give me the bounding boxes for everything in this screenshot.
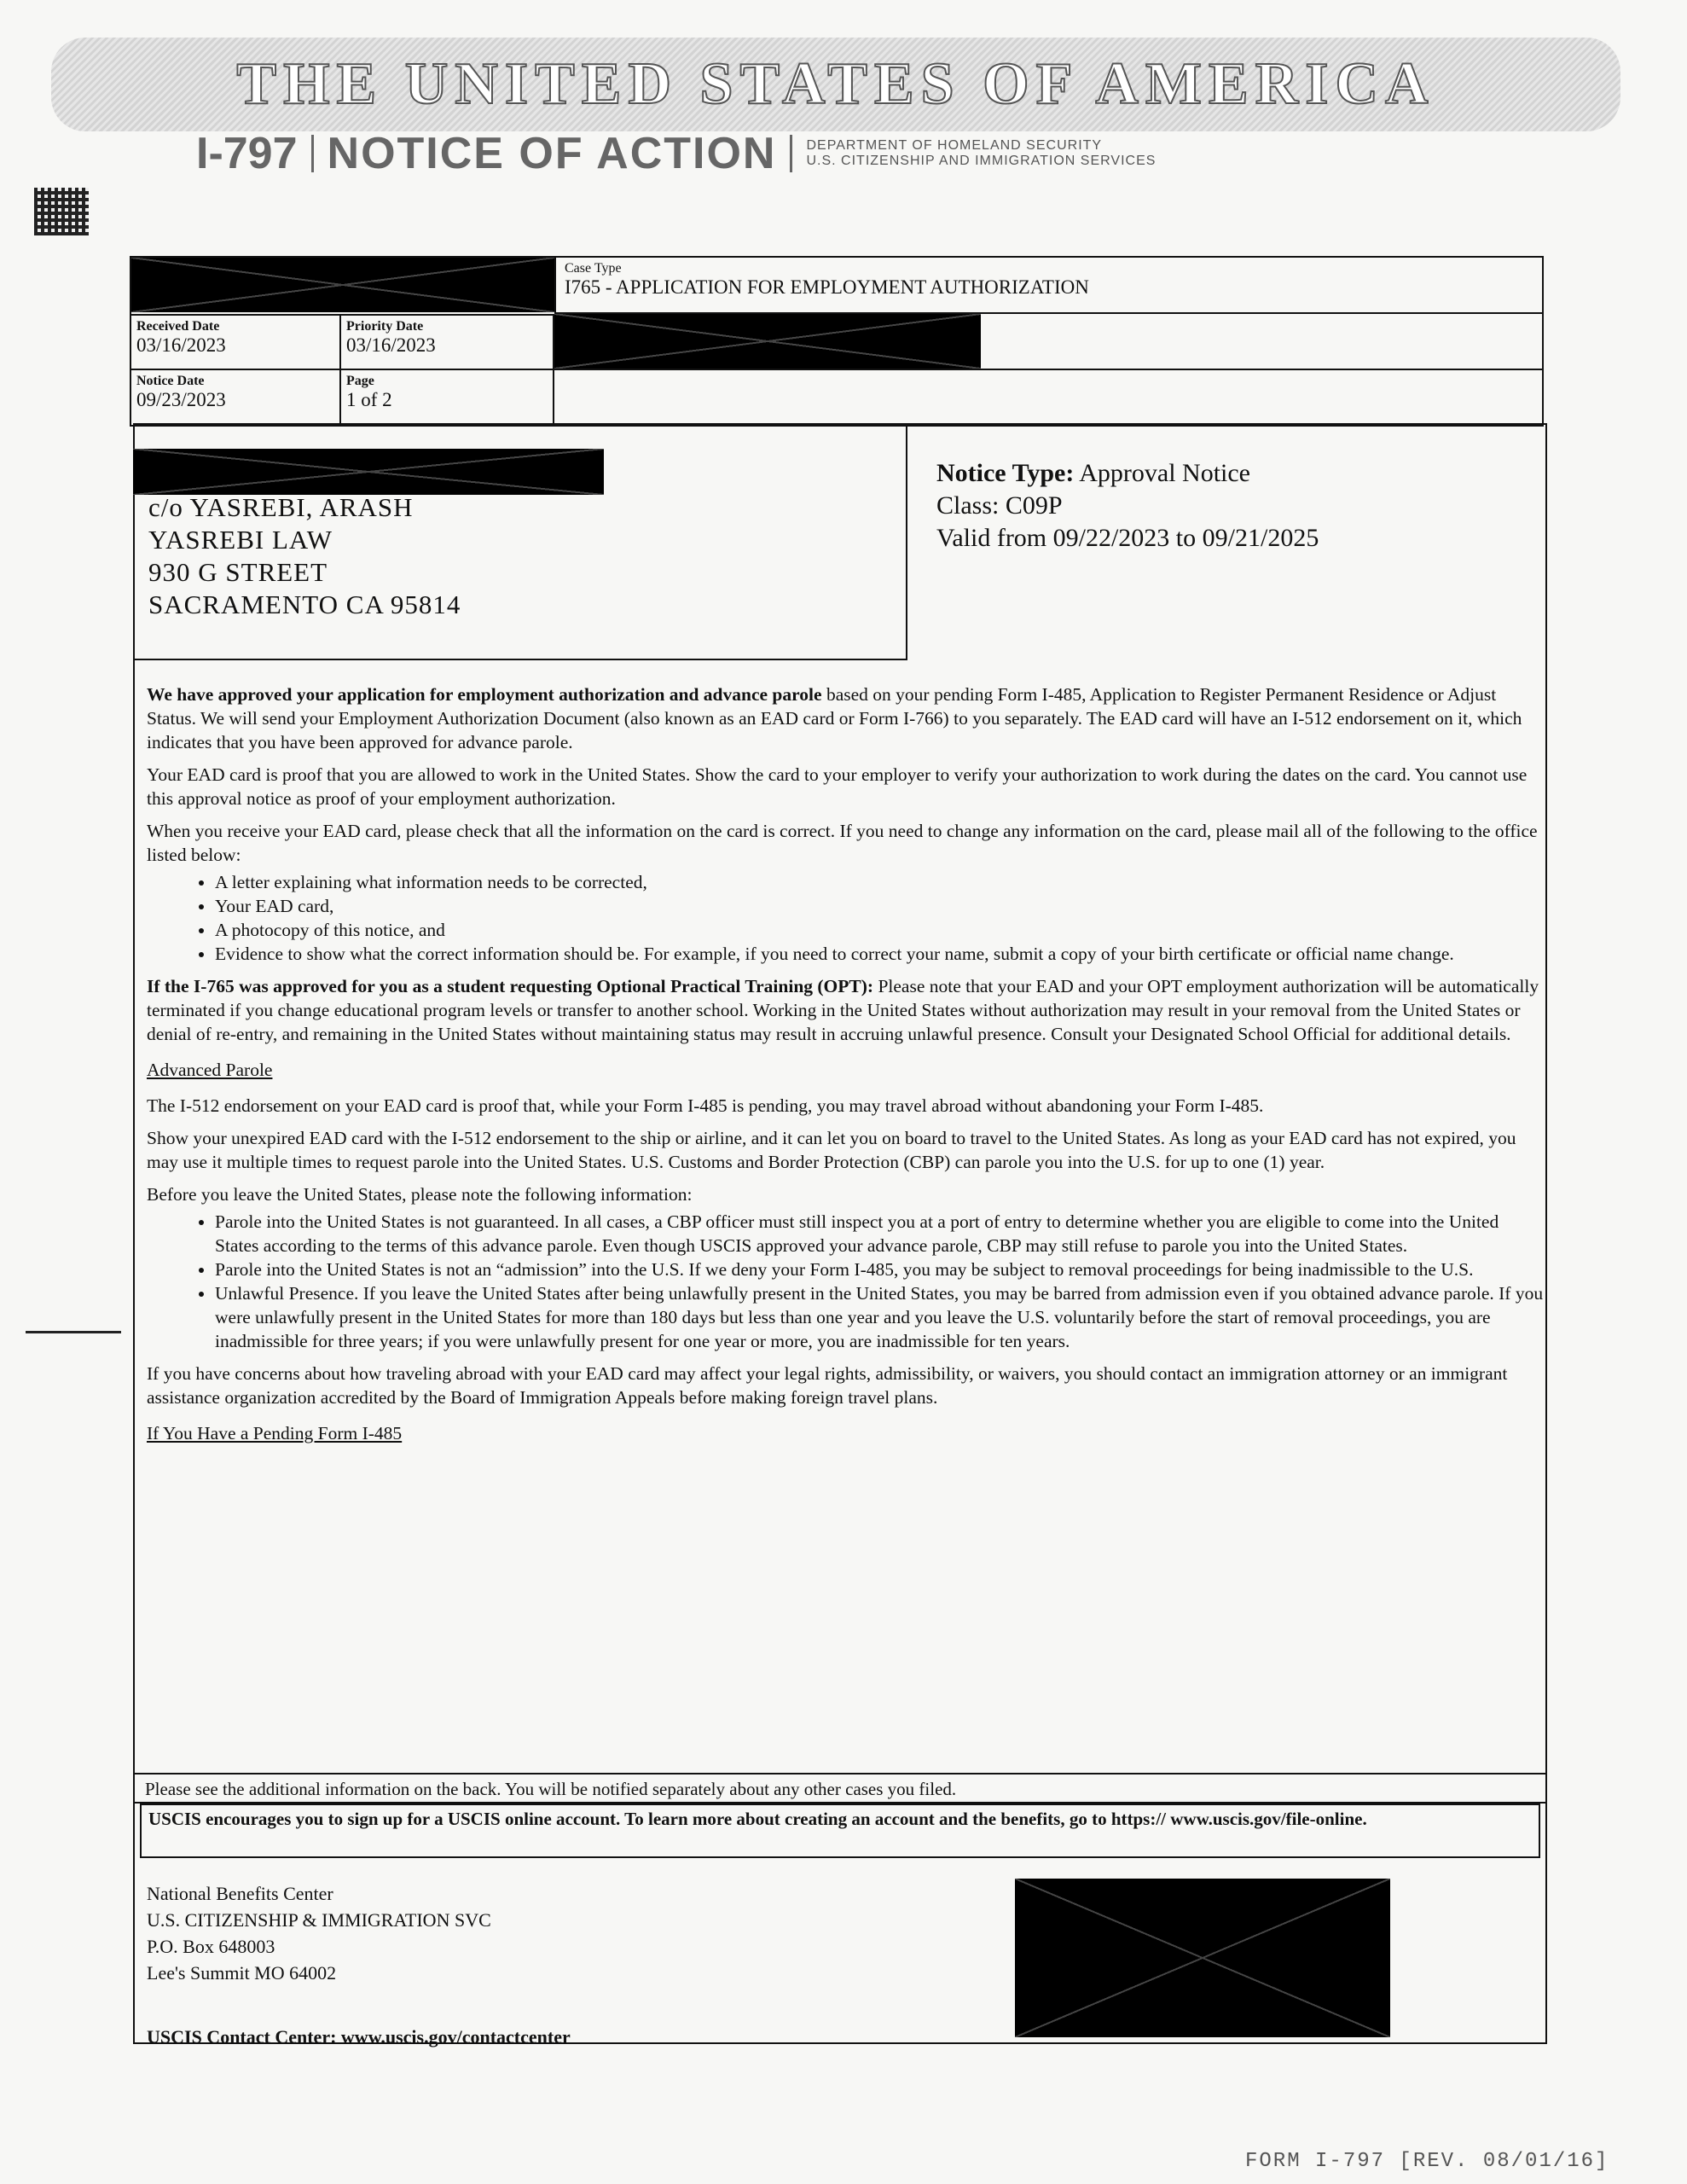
received-date-cell [131,314,341,369]
paragraph-before-leave: Before you leave the United States, please note the following information: [147,1184,693,1205]
banner [51,38,1620,131]
notice-date-cell [131,369,341,427]
address-line-2: YASREBI LAW [148,525,333,555]
case-type-value: I765 - APPLICATION FOR EMPLOYMENT AUTHORIZATION [565,276,1089,298]
page-cell [341,369,554,427]
paragraph-opt [147,974,1545,1046]
address-block [133,423,907,660]
contact-center: USCIS Contact Center: www.uscis.gov/contactcenter [147,2026,571,2048]
redaction-box [1015,1879,1390,2037]
notice-type [936,457,1533,490]
case-type-label: Case Type [565,261,622,276]
notice-date-value: 09/23/2023 [136,389,226,410]
notice-date-label: Notice Date [136,374,205,388]
case-info-table [130,256,1544,427]
notice-header [196,128,1156,179]
mailing-address [148,491,461,621]
department [806,138,1156,169]
office-line-1: National Benefits Center [147,1883,333,1904]
banner-title: THE UNITED STATES OF AMERICA [236,51,1435,117]
paragraph-approval [147,682,1545,754]
list-item: • Unlawful Presence. If you leave the United States after being unlawfully present in the United States, you may be barred from admission even if you obtained advance parole. If you were unlawfully present in the United States for more than 180 days but less than one year and you leave the U.S. voluntarily before the start of removal proceedings, you are inadmissible for three years; if you were unlawfully present for one year or more, you are inadmissible for ten years. [215,1281,1545,1353]
case-type-cell [554,258,1544,314]
paragraph-i512: The I-512 endorsement on your EAD card is proof that, while your Form I-485 is pending, you may travel abroad without abandoning your Form I-485. [147,1095,1264,1116]
qr-code-icon [34,188,89,235]
priority-date-cell [341,314,554,369]
office-line-2: U.S. CITIZENSHIP & IMMIGRATION SVC [147,1909,491,1931]
online-account-row: USCIS encourages you to sign up for a USCIS online account. To learn more about creating an account and the benefits, go to https:// www.uscis.gov/file-online. [140,1804,1540,1858]
list-item: • Your EAD card, [215,894,1545,918]
divider [311,135,314,172]
opt-rest: Please note that your EAD and your OPT employment authorization will be automatically terminated if you change educational program levels or transfer to another school. Working in the United States without authorization may result in your removal from the United States or denial of re-entry, and remaining in the United States without maintaining status may result in accruing unlawful presence. Consult your Designated School Official for additional details. [147,976,1539,1044]
page-label: Page [346,374,374,388]
notice-type-value: Approval Notice [1079,459,1250,487]
received-date-label: Received Date [136,319,220,334]
department-line-2: U.S. CITIZENSHIP AND IMMIGRATION SERVICES [806,154,1157,168]
department-line-1: DEPARTMENT OF HOMELAND SECURITY [806,138,1103,153]
form-revision: FORM I-797 [REV. 08/01/16] [1245,2150,1609,2173]
redaction-box [554,314,981,369]
paragraph-concerns: If you have concerns about how traveling abroad with your EAD card may affect your legal rights, admissibility, or waivers, you should contact an immigration attorney or an immigrant assistance organization accredited by the Board of Immigration Appeals before making foreign travel plans. [147,1363,1508,1408]
redaction-box [133,449,604,495]
redaction-box [131,258,554,312]
list-item: • A photocopy of this notice, and [215,918,1545,942]
paragraph-unexpired-ead: Show your unexpired EAD card with the I-512 endorsement to the ship or airline, and it can let you on board to travel to the United States. As long as your EAD card has not expired, you may use it multiple times to request parole into the United States. U.S. Customs and Border Protection (CBP) can parole you into the U.S. for up to one (1) year. [147,1128,1516,1172]
paragraph-check-card: When you receive your EAD card, please check that all the information on the card is correct. If you need to change any information on the card, please mail all of the following to the office listed below: [147,821,1538,865]
list-item: • Parole into the United States is not guaranteed. In all cases, a CBP officer must still inspect you at a port of entry to determine whether you are eligible to come into the United States according to the terms of this advance parole. Even though USCIS approved your advance parole, CBP may still refuse to parole you into the United States. [215,1210,1545,1258]
notice-type-block [936,457,1533,555]
approval-rest: based on your pending Form I-485, Application to Register Permanent Residence or Adjust Status. We will send your Employment Authorization Document (also known as an EAD card or Form I-766) to you separately. The EAD card will have an I-512 endorsement on it, which indicates that you have been approved for advance parole. [147,684,1522,752]
office-address [147,1880,829,1986]
notice-body [147,682,1545,1454]
additional-info-row: Please see the additional information on the back. You will be notified separately about any other cases you filed. [133,1773,1547,1804]
received-date-value: 03/16/2023 [136,334,226,356]
priority-date-value: 03/16/2023 [346,334,436,356]
list-item: • A letter explaining what information needs to be corrected, [215,870,1545,894]
class-line: Class: C09P [936,491,1063,520]
address-line-4: SACRAMENTO CA 95814 [148,590,461,619]
heading-pending-i485: If You Have a Pending Form I-485 [147,1423,403,1443]
form-number: I-797 [196,129,298,178]
parole-info-list [147,1210,1545,1353]
notice-type-label: Notice Type: [936,459,1075,487]
office-line-4: Lee's Summit MO 64002 [147,1962,337,1984]
valid-line: Valid from 09/22/2023 to 09/21/2025 [936,524,1319,552]
heading-advanced-parole: Advanced Parole [147,1060,273,1080]
opt-bold: If the I-765 was approved for you as a student requesting Optional Practical Training (OPT): [147,976,874,996]
notice-title: NOTICE OF ACTION [327,129,777,178]
empty-cell [554,369,1544,427]
office-line-3: P.O. Box 648003 [147,1936,275,1957]
approval-bold: We have approved your application for employment authorization and advance parole [147,684,822,705]
list-item: • Parole into the United States is not an “admission” into the U.S. If we deny your Form I-485, you may be subject to removal proceedings for being inadmissible to the U.S. [215,1258,1545,1281]
list-item: • Evidence to show what the correct information should be. For example, if you need to correct your name, submit a copy of your birth certificate or official name change. [215,942,1545,966]
address-line-1: c/o YASREBI, ARASH [148,492,414,522]
address-line-3: 930 G STREET [148,557,328,587]
paragraph-ead-proof: Your EAD card is proof that you are allowed to work in the United States. Show the card to your employer to verify your authorization to work during the dates on the card. You cannot use this approval notice as proof of your employment authorization. [147,764,1528,809]
page-value: 1 of 2 [346,389,392,410]
correction-list [147,870,1545,966]
margin-mark [26,1331,121,1333]
priority-date-label: Priority Date [346,319,424,334]
divider [790,135,792,172]
